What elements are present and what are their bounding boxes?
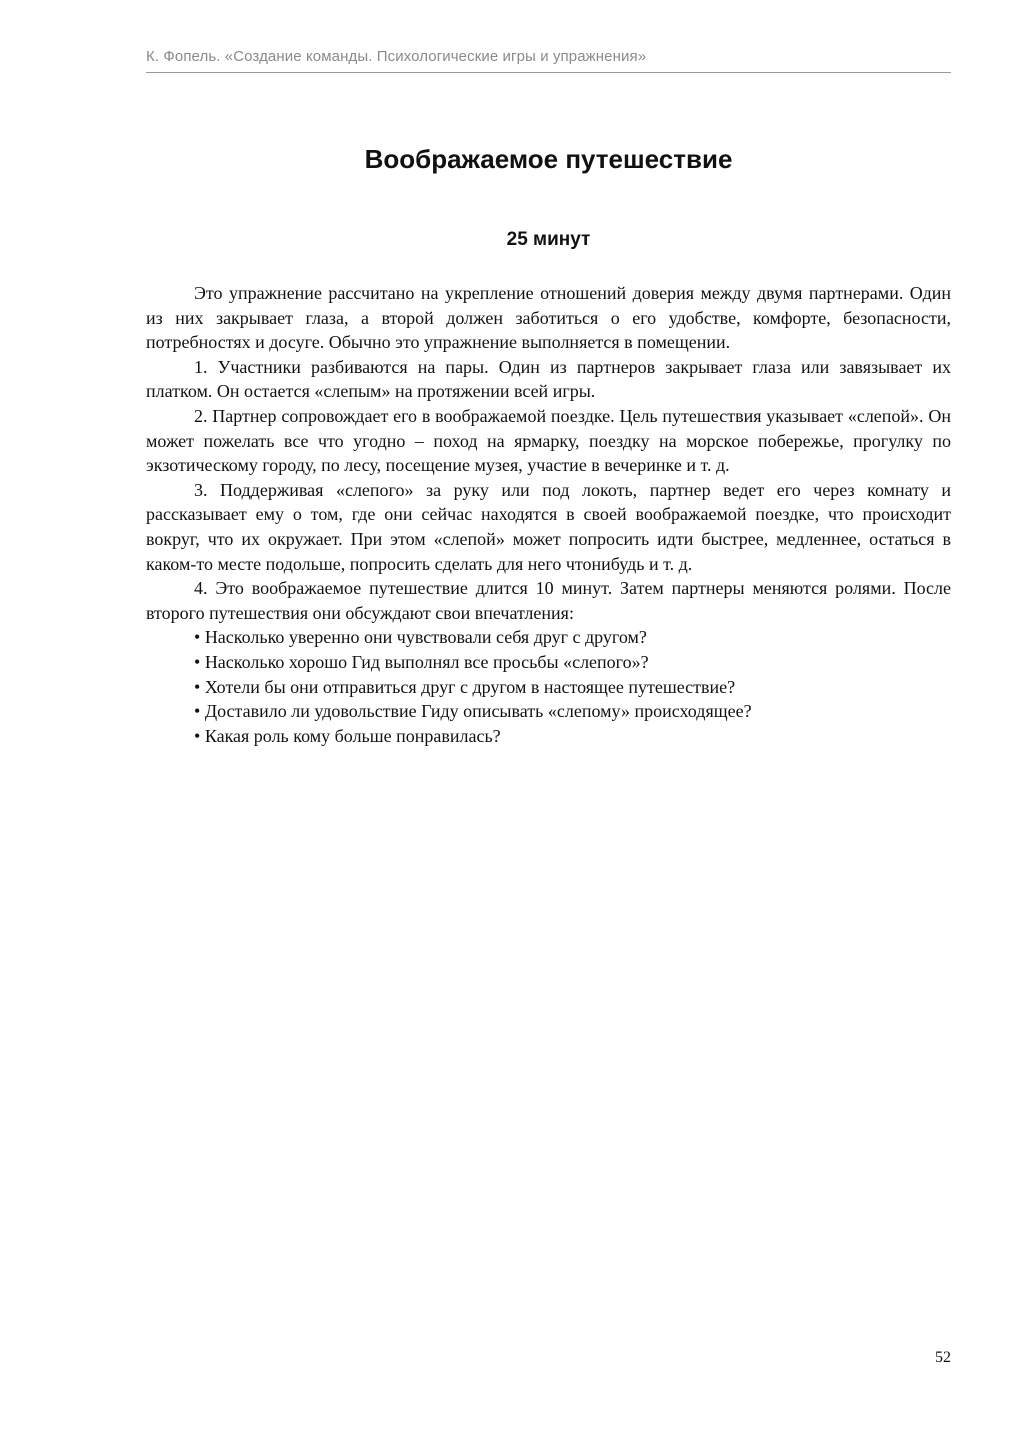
exercise-body	[146, 281, 951, 748]
question-item: • Какая роль кому больше понравилась?	[194, 724, 951, 749]
document-page	[146, 0, 951, 1448]
step-1-paragraph: 1. Участники разбиваются на пары. Один из партнеров закрывает глаза или завязывает их платком. Он остается «слепым» на протяжении всей игры.	[146, 356, 951, 402]
running-header: К. Фопель. «Создание команды. Психологические игры и упражнения»	[146, 48, 647, 65]
step-4-paragraph: 4. Это воображаемое путешествие длится 10 минут. Затем партнеры меняются ролями. После второго путешествия они обсуждают свои впечатления:	[146, 578, 951, 623]
discussion-questions	[146, 625, 951, 748]
exercise-duration: 25 минут	[506, 229, 591, 250]
step-2-paragraph: 2. Партнер сопровождает его в воображаемой поездке. Цель путешествия указывает «слепой». Он может пожелать все что угодно – поход на ярмарку, поездку на морское побережье, прогулку по экзотическому городу, по лесу, посещение музея, участие в вечеринке и т. д.	[146, 405, 951, 476]
question-item: • Насколько хорошо Гид выполнял все просьбы «слепого»?	[194, 650, 951, 675]
question-item: • Доставило ли удовольствие Гиду описывать «слепому» происходящее?	[194, 699, 951, 724]
page-number: 52	[935, 1349, 951, 1366]
question-item: • Насколько уверенно они чувствовали себя друг с другом?	[194, 625, 951, 650]
question-item: • Хотели бы они отправиться друг с другом в настоящее путешествие?	[194, 675, 951, 700]
step-3-paragraph: 3. Поддерживая «слепого» за руку или под локоть, партнер ведет его через комнату и рассказывает ему о том, где они сейчас находятся в своей воображаемой поездке, что происходит вокруг, что их окружает. При этом «слепой» может попросить идти быстрее, медленнее, остаться в каком-то месте подольше, попросить сделать для него чтонибудь и т. д.	[146, 479, 951, 574]
page-title: Воображаемое путешествие	[364, 144, 733, 174]
intro-paragraph: Это упражнение рассчитано на укрепление отношений доверия между двумя партнерами. Один из них закрывает глаза, а второй должен заботиться о его удобстве, комфорте, безопасности, потребностях и досуге. Обычно это упражнение выполняется в помещении.	[146, 283, 951, 353]
header-rule	[146, 72, 951, 73]
